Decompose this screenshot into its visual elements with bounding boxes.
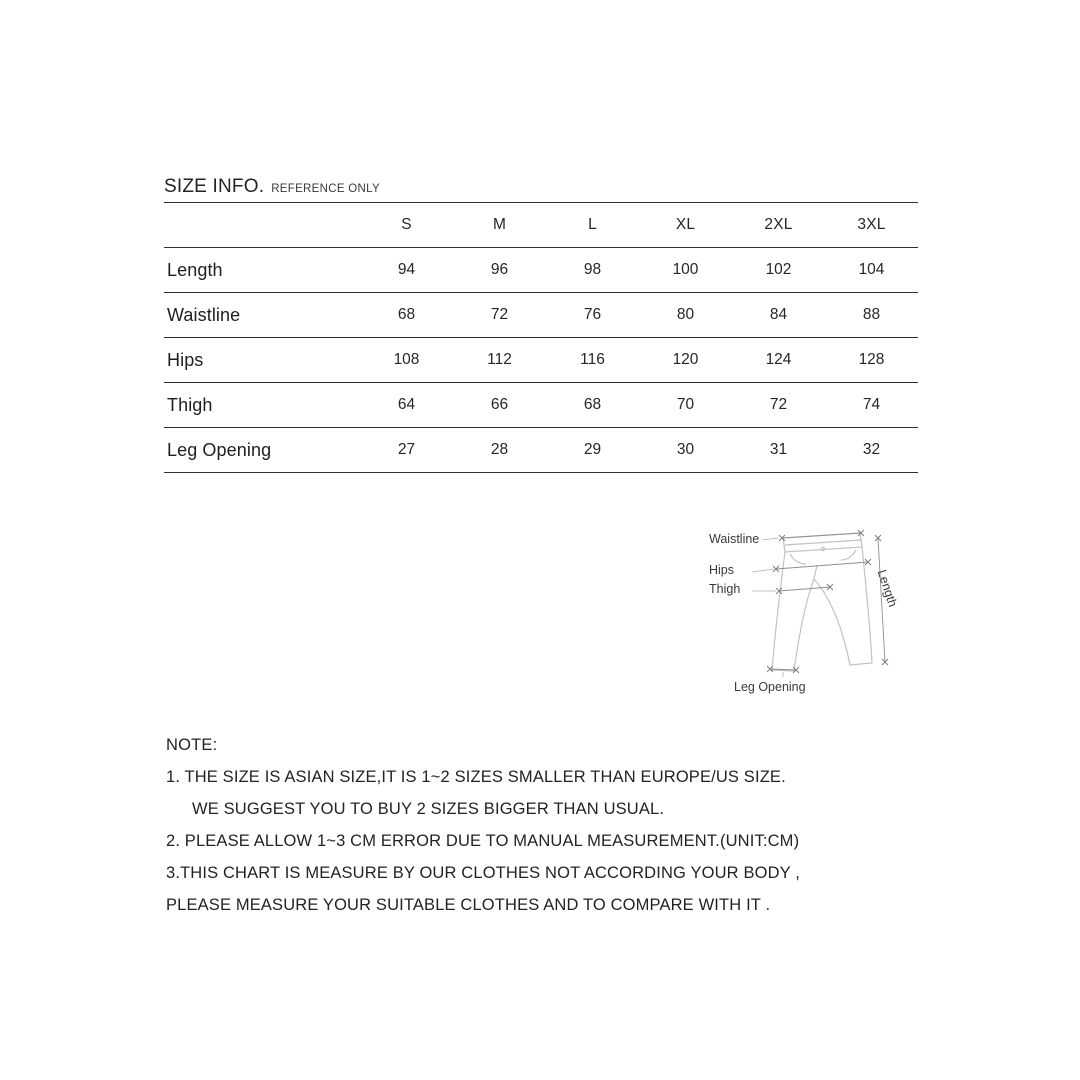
size-info-section — [164, 176, 918, 473]
cell-length-m: 96 — [453, 248, 546, 293]
cell-hips-m: 112 — [453, 338, 546, 383]
page-subtitle: REFERENCE ONLY — [271, 183, 380, 195]
table-row — [164, 428, 918, 473]
measurement-diagram — [690, 505, 940, 705]
cell-waistline-3xl: 88 — [825, 293, 918, 338]
diagram-label-leg-opening: Leg Opening — [734, 680, 806, 694]
note-line-3: 2. PLEASE ALLOW 1~3 CM ERROR DUE TO MANUAL MEASUREMENT.(UNIT:CM) — [166, 832, 800, 850]
cell-leg-opening-3xl: 32 — [825, 428, 918, 473]
cell-length-3xl: 104 — [825, 248, 918, 293]
cell-waistline-m: 72 — [453, 293, 546, 338]
column-header-s: S — [360, 203, 453, 248]
cell-thigh-m: 66 — [453, 383, 546, 428]
cell-thigh-l: 68 — [546, 383, 639, 428]
row-label-leg-opening: Leg Opening — [164, 428, 360, 473]
cell-thigh-2xl: 72 — [732, 383, 825, 428]
cell-leg-opening-xl: 30 — [639, 428, 732, 473]
table-header-row — [164, 203, 918, 248]
table-row — [164, 293, 918, 338]
cell-length-xl: 100 — [639, 248, 732, 293]
column-header-3xl: 3XL — [825, 203, 918, 248]
note-line-2: WE SUGGEST YOU TO BUY 2 SIZES BIGGER THAN USUAL. — [192, 800, 665, 818]
row-label-hips: Hips — [164, 338, 360, 383]
cell-hips-2xl: 124 — [732, 338, 825, 383]
cell-leg-opening-s: 27 — [360, 428, 453, 473]
cell-waistline-s: 68 — [360, 293, 453, 338]
diagram-label-thigh: Thigh — [709, 582, 741, 596]
note-line-4: 3.THIS CHART IS MEASURE BY OUR CLOTHES NOT ACCORDING YOUR BODY , — [166, 864, 800, 882]
cell-hips-xl: 120 — [639, 338, 732, 383]
cell-length-s: 94 — [360, 248, 453, 293]
cell-leg-opening-2xl: 31 — [732, 428, 825, 473]
table-row — [164, 248, 918, 293]
cell-waistline-l: 76 — [546, 293, 639, 338]
cell-length-l: 98 — [546, 248, 639, 293]
column-header-l: L — [546, 203, 639, 248]
column-header-m: M — [453, 203, 546, 248]
size-info-title-row — [164, 176, 918, 202]
row-label-thigh: Thigh — [164, 383, 360, 428]
diagram-label-waistline: Waistline — [709, 532, 760, 546]
note-line-1: 1. THE SIZE IS ASIAN SIZE,IT IS 1~2 SIZES SMALLER THAN EUROPE/US SIZE. — [166, 768, 786, 786]
cell-leg-opening-m: 28 — [453, 428, 546, 473]
size-table — [164, 202, 918, 473]
table-row — [164, 338, 918, 383]
cell-thigh-3xl: 74 — [825, 383, 918, 428]
table-row — [164, 383, 918, 428]
cell-hips-3xl: 128 — [825, 338, 918, 383]
column-header-2xl: 2XL — [732, 203, 825, 248]
row-label-waistline: Waistline — [164, 293, 360, 338]
diagram-label-length: Length — [874, 568, 900, 609]
page-title: SIZE INFO. — [164, 176, 265, 197]
table-corner-cell — [164, 203, 360, 248]
cell-length-2xl: 102 — [732, 248, 825, 293]
cell-waistline-2xl: 84 — [732, 293, 825, 338]
cell-waistline-xl: 80 — [639, 293, 732, 338]
cell-hips-s: 108 — [360, 338, 453, 383]
cell-thigh-s: 64 — [360, 383, 453, 428]
note-line-5: PLEASE MEASURE YOUR SUITABLE CLOTHES AND TO COMPARE WITH IT . — [166, 896, 771, 914]
cell-leg-opening-l: 29 — [546, 428, 639, 473]
cell-thigh-xl: 70 — [639, 383, 732, 428]
row-label-length: Length — [164, 248, 360, 293]
notes-heading: NOTE: — [166, 736, 218, 754]
cell-hips-l: 116 — [546, 338, 639, 383]
diagram-label-hips: Hips — [709, 563, 735, 577]
notes-section — [166, 736, 966, 928]
column-header-xl: XL — [639, 203, 732, 248]
